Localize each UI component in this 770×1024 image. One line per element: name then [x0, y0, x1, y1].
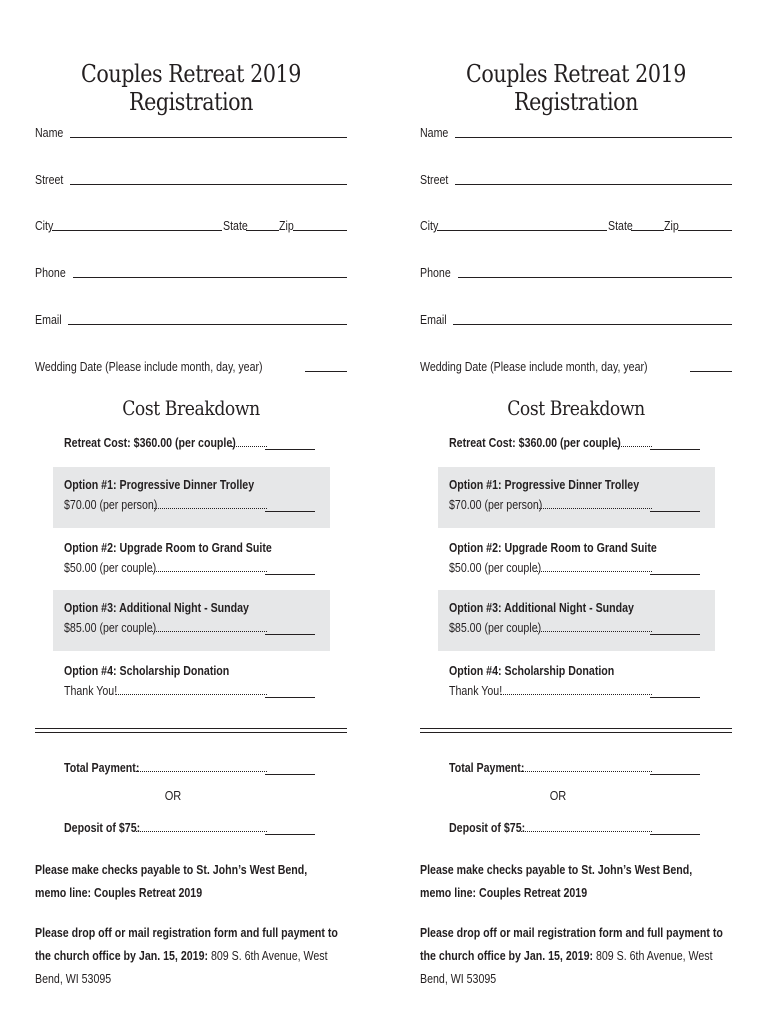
option1-answer-line[interactable]	[650, 511, 700, 512]
dropoff-text: Please drop off or mail registration form and full payment to the church office by Jan. 15, 2019:	[420, 926, 723, 963]
name-field[interactable]	[420, 122, 732, 140]
checks-note: Please make checks payable to St. John’s West Bend, memo line: Couples Retreat 2019	[420, 863, 693, 900]
option2-title: Option #2: Upgrade Room to Grand Suite	[449, 541, 657, 555]
zip-label: Zip	[664, 219, 679, 233]
deposit-answer-line[interactable]	[265, 834, 315, 835]
retreat-cost-answer-line[interactable]	[265, 449, 315, 450]
church-address: 809 S. 6th Avenue, West Bend, WI 53095	[35, 949, 328, 986]
street-label: Street	[420, 173, 449, 187]
option1-title: Option #1: Progressive Dinner Trolley	[64, 478, 255, 492]
state-label: State	[608, 219, 633, 233]
or-label: OR	[549, 788, 567, 803]
total-payment-answer-line[interactable]	[265, 774, 315, 775]
option3-price: $85.00 (per couple)	[449, 621, 542, 635]
name-label: Name	[35, 126, 64, 140]
option2-box	[53, 534, 330, 577]
option3-title: Option #3: Additional Night - Sunday	[449, 601, 634, 615]
phone-field[interactable]	[420, 262, 732, 280]
deposit-label: Deposit of $75:	[64, 821, 141, 835]
deposit-answer-line[interactable]	[650, 834, 700, 835]
street-label: Street	[35, 173, 64, 187]
email-field[interactable]	[420, 309, 732, 327]
option3-answer-line[interactable]	[265, 634, 315, 635]
form-title: Couples Retreat 2019 Registration	[81, 60, 301, 116]
option1-price: $70.00 (per person)	[449, 498, 543, 512]
zip-label: Zip	[279, 219, 294, 233]
email-label: Email	[420, 313, 447, 327]
checks-note: Please make checks payable to St. John’s West Bend, memo line: Couples Retreat 2019	[35, 863, 308, 900]
retreat-cost-label: Retreat Cost: $360.00 (per couple)	[64, 436, 236, 450]
state-label: State	[223, 219, 248, 233]
city-label: City	[420, 219, 439, 233]
cost-breakdown-heading: Cost Breakdown	[122, 396, 260, 420]
or-label: OR	[164, 788, 182, 803]
option4-title: Option #4: Scholarship Donation	[64, 664, 230, 678]
option4-note: Thank You!	[449, 684, 503, 698]
option4-box	[438, 660, 715, 700]
retreat-cost-answer-line[interactable]	[650, 449, 700, 450]
option1-title: Option #1: Progressive Dinner Trolley	[449, 478, 640, 492]
registration-form-left	[35, 0, 347, 1024]
city-state-zip-field[interactable]	[35, 215, 347, 233]
retreat-cost-label: Retreat Cost: $360.00 (per couple)	[449, 436, 621, 450]
wedding-date-field[interactable]	[35, 356, 347, 374]
street-field[interactable]	[35, 169, 347, 187]
option3-box	[438, 590, 715, 651]
option1-box	[438, 467, 715, 528]
retreat-cost-row	[53, 432, 330, 452]
total-payment-label: Total Payment:	[64, 761, 140, 775]
church-address: 809 S. 6th Avenue, West Bend, WI 53095	[420, 949, 713, 986]
form-title: Couples Retreat 2019 Registration	[466, 60, 686, 116]
dropoff-text: Please drop off or mail registration form and full payment to the church office by Jan. 15, 2019:	[35, 926, 338, 963]
total-payment-label: Total Payment:	[449, 761, 525, 775]
dropoff-note	[35, 922, 341, 991]
city-state-zip-field[interactable]	[420, 215, 732, 233]
option1-box	[53, 467, 330, 528]
option2-answer-line[interactable]	[650, 574, 700, 575]
section-divider	[420, 728, 732, 733]
deposit-row	[438, 817, 715, 837]
option4-answer-line[interactable]	[650, 697, 700, 698]
wedding-date-field[interactable]	[420, 356, 732, 374]
email-label: Email	[35, 313, 62, 327]
name-field[interactable]	[35, 122, 347, 140]
phone-label: Phone	[35, 266, 66, 280]
option2-price: $50.00 (per couple)	[449, 561, 542, 575]
option4-title: Option #4: Scholarship Donation	[449, 664, 615, 678]
option2-price: $50.00 (per couple)	[64, 561, 157, 575]
deposit-label: Deposit of $75:	[449, 821, 526, 835]
section-divider	[35, 728, 347, 733]
retreat-cost-row	[438, 432, 715, 452]
name-label: Name	[420, 126, 449, 140]
city-label: City	[35, 219, 54, 233]
option3-answer-line[interactable]	[650, 634, 700, 635]
option2-box	[438, 534, 715, 577]
deposit-row	[53, 817, 330, 837]
street-field[interactable]	[420, 169, 732, 187]
total-payment-row	[53, 757, 330, 777]
phone-label: Phone	[420, 266, 451, 280]
option4-note: Thank You!	[64, 684, 118, 698]
option4-answer-line[interactable]	[265, 697, 315, 698]
option3-title: Option #3: Additional Night - Sunday	[64, 601, 249, 615]
registration-form-right	[420, 0, 732, 1024]
option1-answer-line[interactable]	[265, 511, 315, 512]
option3-price: $85.00 (per couple)	[64, 621, 157, 635]
option1-price: $70.00 (per person)	[64, 498, 158, 512]
dropoff-note	[420, 922, 726, 991]
total-payment-answer-line[interactable]	[650, 774, 700, 775]
option2-answer-line[interactable]	[265, 574, 315, 575]
cost-breakdown-heading: Cost Breakdown	[507, 396, 645, 420]
wedding-date-label: Wedding Date (Please include month, day, year)	[35, 360, 263, 374]
email-field[interactable]	[35, 309, 347, 327]
wedding-date-label: Wedding Date (Please include month, day, year)	[420, 360, 648, 374]
total-payment-row	[438, 757, 715, 777]
option4-box	[53, 660, 330, 700]
option3-box	[53, 590, 330, 651]
phone-field[interactable]	[35, 262, 347, 280]
option2-title: Option #2: Upgrade Room to Grand Suite	[64, 541, 272, 555]
